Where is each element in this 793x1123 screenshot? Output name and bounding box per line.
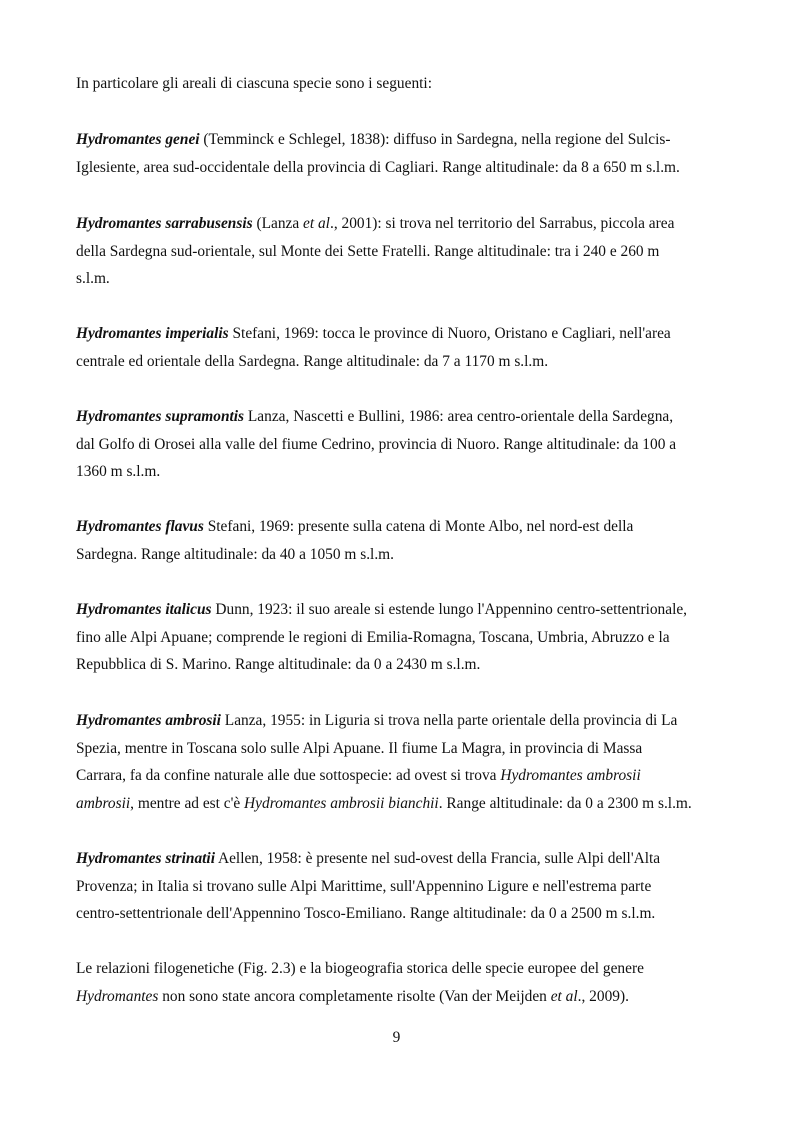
subspecies-name: ambrosii [76,794,131,812]
line: Provenza; in Italia si trovano sulle Alpi Marittime, sull'Appennino Ligure e nell'estrema parte [76,877,652,895]
paragraph-italicus [76,596,736,679]
species-name: Hydromantes ambrosii [76,712,221,729]
paragraph-genei [76,126,736,181]
page-number: 9 [392,1029,401,1046]
intro-paragraph [76,70,736,98]
line [76,790,736,818]
paragraph-ambrosii [76,707,736,817]
paragraph-flavus [76,513,736,568]
species-name: Hydromantes genei [76,131,200,148]
line [76,762,736,790]
paragraph-supramontis [76,403,736,486]
line: 1360 m s.l.m. [76,463,161,481]
et-al: et al [303,215,330,232]
line [76,596,736,624]
species-name: Hydromantes strinatii [76,850,215,867]
line: fino alle Alpi Apuane; comprende le regioni di Emilia-Romagna, Toscana, Umbria, Abruzzo e la [76,628,670,646]
line: s.l.m. [76,270,110,288]
line [76,707,736,735]
line: Sardegna. Range altitudinale: da 40 a 1050 m s.l.m. [76,545,395,563]
text: ., 2009). [577,987,629,1005]
subspecies-name: Hydromantes ambrosii bianchii [244,794,439,812]
line: Le relazioni filogenetiche (Fig. 2.3) e la biogeografia storica delle specie europee del genere [76,960,644,977]
species-name: Hydromantes italicus [76,601,212,618]
intro-line: In particolare gli areali di ciascuna specie sono i seguenti: [76,75,432,92]
text: Stefani, 1969: tocca le province di Nuoro, Oristano e Cagliari, nell'area [228,325,671,342]
text: Aellen, 1958: è presente nel sud-ovest della Francia, sulle Alpi dell'Alta [214,850,661,867]
line [76,126,736,154]
et-al: et al [550,987,578,1005]
text: Stefani, 1969: presente sulla catena di Monte Albo, nel nord-est della [203,518,634,535]
line: Spezia, mentre in Toscana solo sulle Alpi Apuane. Il fiume La Magra, in provincia di Massa [76,739,643,757]
closing-paragraph [76,955,736,1010]
species-name: Hydromantes imperialis [76,325,229,342]
line: centro-settentrionale dell'Appennino Tosco-Emiliano. Range altitudinale: da 0 a 2500 m s.l.m. [76,905,656,923]
text: non sono state ancora completamente risolte (Van der Meijden [158,987,551,1005]
text: (Lanza [252,215,304,232]
text: ., 2001): si trova nel territorio del Sarrabus, piccola area [329,215,675,232]
text: Lanza, Nascetti e Bullini, 1986: area centro-orientale della Sardegna, [244,408,674,425]
paragraph-strinatii [76,845,736,928]
line: Repubblica di S. Marino. Range altitudinale: da 0 a 2430 m s.l.m. [76,656,481,674]
species-name: Hydromantes supramontis [76,408,245,425]
text: . Range altitudinale: da 0 a 2300 m s.l.m. [438,794,692,812]
line: dal Golfo di Orosei alla valle del fiume Cedrino, provincia di Nuoro. Range altitudinale: da 100 a [76,435,677,453]
line: della Sardegna sud-orientale, sul Monte dei Sette Fratelli. Range altitudinale: tra i 240 e 260 m [76,242,660,260]
genus-name: Hydromantes [76,987,159,1005]
text: Lanza, 1955: in Liguria si trova nella parte orientale della provincia di La [220,712,678,729]
text: , mentre ad est c'è [130,794,245,812]
line [76,845,736,873]
paragraph-imperialis [76,320,736,375]
line [76,983,736,1011]
species-name: Hydromantes sarrabusensis [76,215,253,232]
text: Carrara, fa da confine naturale alle due sottospecie: ad ovest si trova [76,767,501,785]
text: (Temminck e Schlegel, 1838): diffuso in Sardegna, nella regione del Sulcis- [199,131,671,148]
line: Iglesiente, area sud-occidentale della provincia di Cagliari. Range altitudinale: da 8 a 650 m s.l.m. [76,158,680,176]
line [76,210,736,238]
line [76,320,736,348]
text: Dunn, 1923: il suo areale si estende lungo l'Appennino centro-settentrionale, [211,601,688,618]
line [76,403,736,431]
subspecies-name: Hydromantes ambrosii [500,767,641,785]
species-name: Hydromantes flavus [76,518,204,535]
line: centrale ed orientale della Sardegna. Range altitudinale: da 7 a 1170 m s.l.m. [76,352,549,370]
paragraph-sarrabusensis [76,210,736,293]
line [76,513,736,541]
